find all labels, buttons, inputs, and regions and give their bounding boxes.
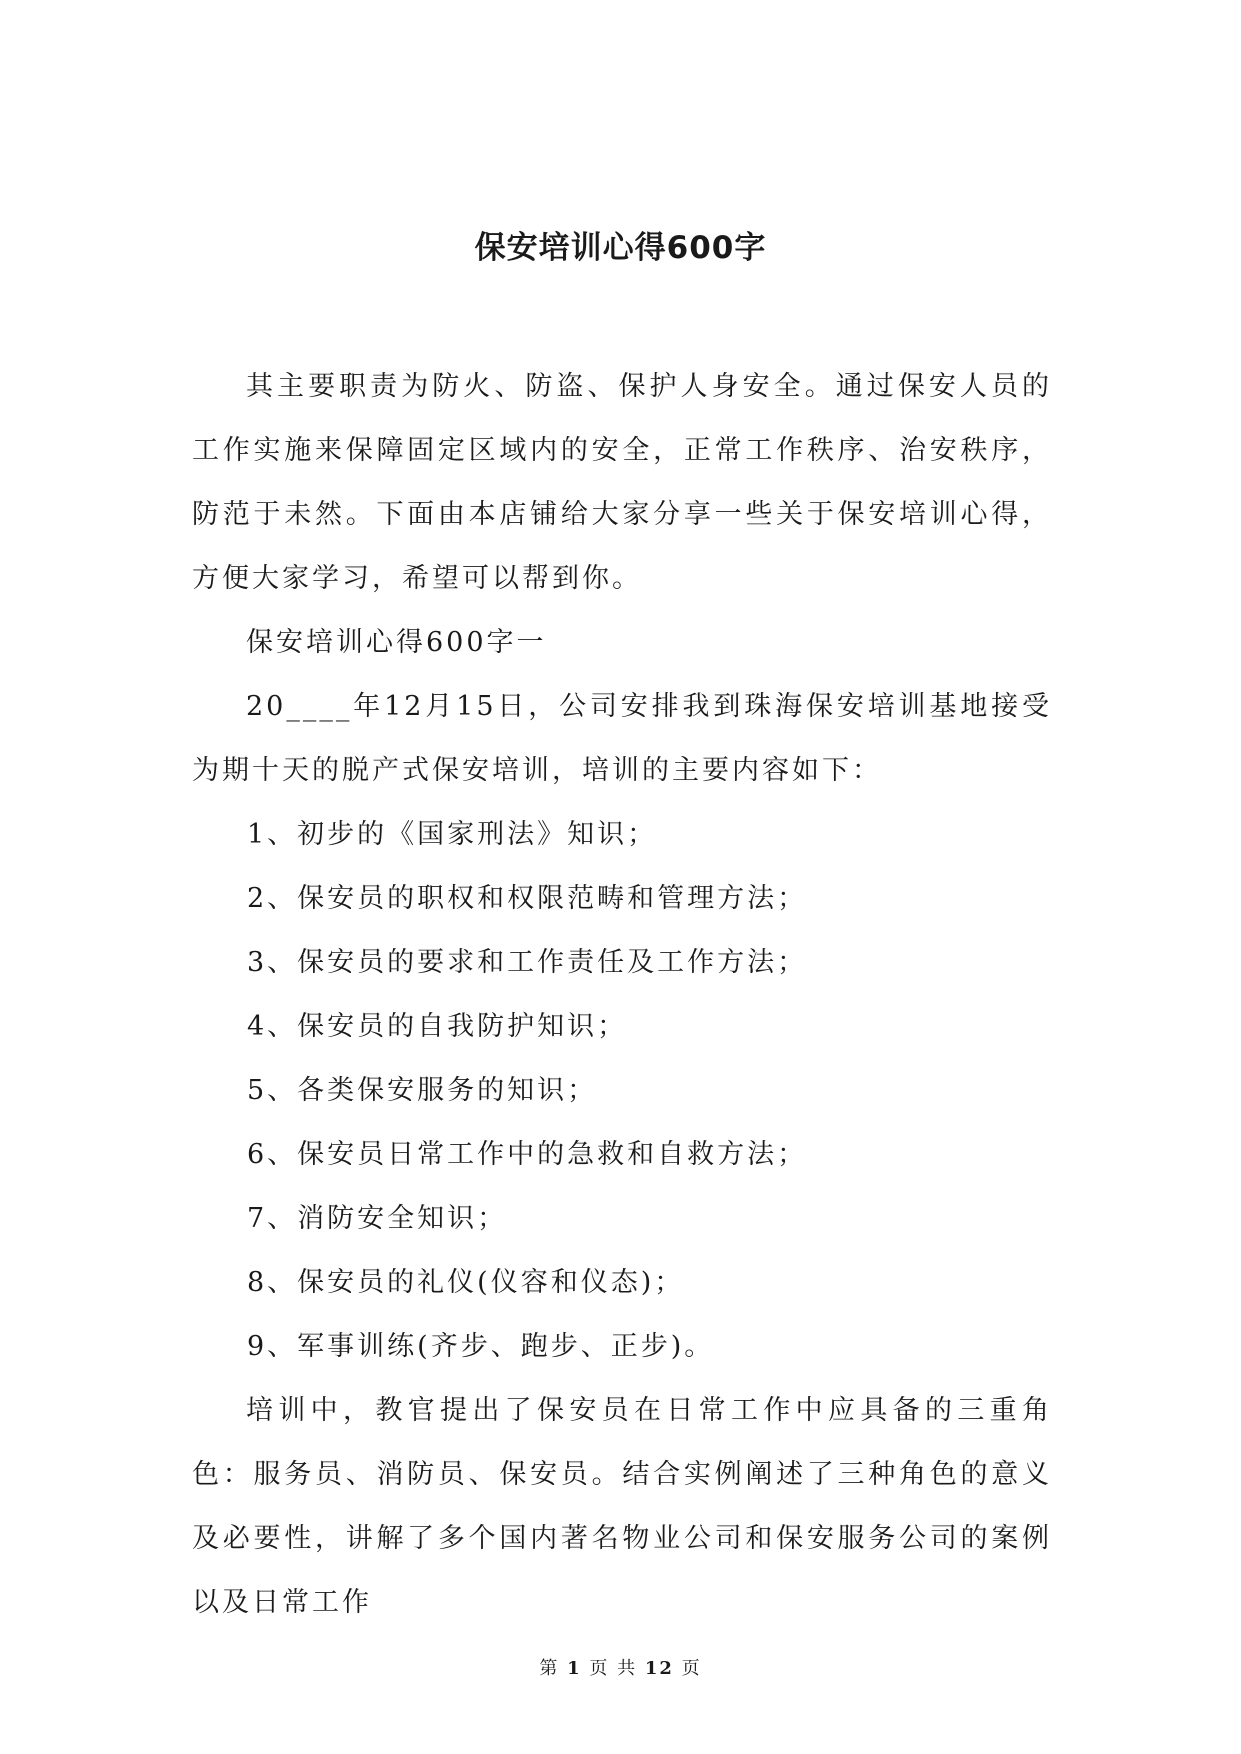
list-item: 8、保安员的礼仪(仪容和仪态)； (247, 1267, 685, 1298)
list-item: 2、保安员的职权和权限范畴和管理方法； (247, 883, 808, 914)
footer-prefix: 第 (539, 1658, 560, 1679)
document-body (192, 355, 1052, 1635)
list-item: 3、保安员的要求和工作责任及工作方法； (247, 947, 808, 978)
roles-paragraph: 培训中，教官提出了保安员在日常工作中应具备的三重角色：服务员、消防员、保安员。结合实例阐述了三种角色的意义及必要性，讲解了多个国内著名物业公司和保安服务公司的案例以及日常工作 (192, 1395, 1052, 1618)
list-item: 4、保安员的自我防护知识； (247, 1011, 628, 1042)
page-title: 保安培训心得600字 (474, 230, 767, 266)
total-pages-number: 12 (644, 1658, 674, 1679)
list-item: 5、各类保安服务的知识； (247, 1075, 598, 1106)
current-page-number: 1 (567, 1658, 582, 1679)
list-item: 7、消防安全知识； (247, 1203, 508, 1234)
footer-suffix: 页 (681, 1658, 702, 1679)
section-heading: 保安培训心得600字一 (246, 627, 547, 658)
page-footer (0, 1654, 1241, 1680)
list-item: 9、军事训练(齐步、跑步、正步)。 (247, 1331, 715, 1362)
footer-middle: 页 共 (589, 1658, 638, 1679)
list-item: 6、保安员日常工作中的急救和自救方法； (247, 1139, 808, 1170)
intro-paragraph: 其主要职责为防火、防盗、保护人身安全。通过保安人员的工作实施来保障固定区域内的安全，正常工作秩序、治安秩序，防范于未然。下面由本店铺给大家分享一些关于保安培训心得，方便大家学习，希望可以帮到你。 (192, 371, 1052, 594)
training-paragraph: 20____年12月15日，公司安排我到珠海保安培训基地接受为期十天的脱产式保安培训，培训的主要内容如下： (192, 691, 1052, 786)
list-item: 1、初步的《国家刑法》知识； (247, 819, 658, 850)
